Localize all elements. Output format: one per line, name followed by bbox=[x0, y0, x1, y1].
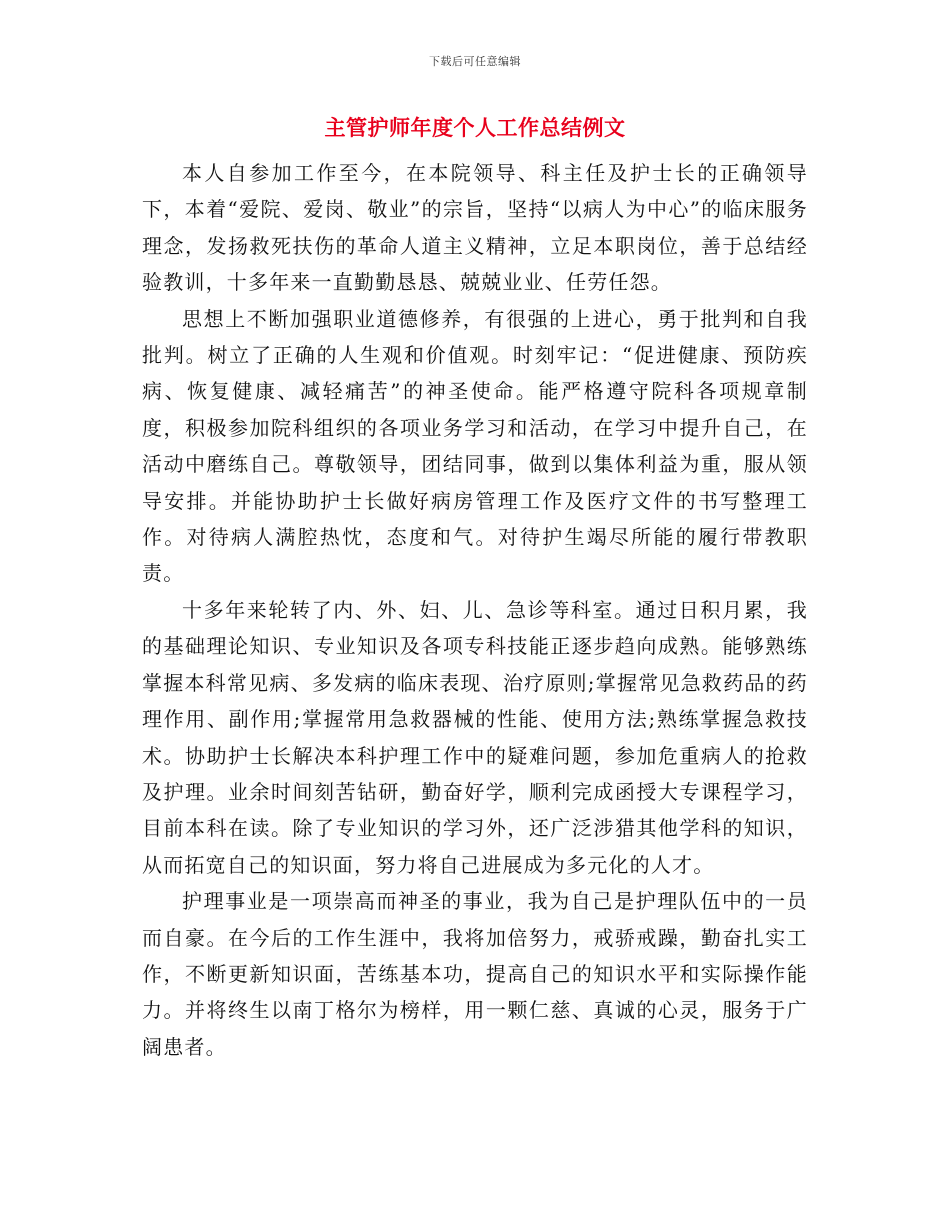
paragraph-3: 十多年来轮转了内、外、妇、儿、急诊等科室。通过日积月累，我的基础理论知识、专业知识及各项专科技能正逐步趋向成熟。能够熟练掌握本科常见病、多发病的临床表现、治疗原则;掌握常见急救药品的药理作用、副作用;掌握常用急救器械的性能、使用方法;熟练掌握急救技术。协助护士长解决本科护理工作中的疑难问题，参加危重病人的抢救及护理。业余时间刻苦钻研，勤奋好学，顺利完成函授大专课程学习，目前本科在读。除了专业知识的学习外，还广泛涉猎其他学科的知识，从而拓宽自己的知识面，努力将自己进展成为多元化的人才。 bbox=[142, 597, 808, 877]
paragraph-4: 护理事业是一项崇高而神圣的事业，我为自己是护理队伍中的一员而自豪。在今后的工作生涯中，我将加倍努力，戒骄戒躁，勤奋扎实工作，不断更新知识面，苦练基本功，提高自己的知识水平和实际操作能力。并将终生以南丁格尔为榜样，用一颗仁慈、真诚的心灵，服务于广阔患者。 bbox=[142, 889, 808, 1059]
header-note: 下载后可任意编辑 bbox=[429, 55, 521, 68]
paragraph-2: 思想上不断加强职业道德修养，有很强的上进心，勇于批判和自我批判。树立了正确的人生观和价值观。时刻牢记：“促进健康、预防疾病、恢复健康、减轻痛苦”的神圣使命。能严格遵守院科各项规章制度，积极参加院科组织的各项业务学习和活动，在学习中提升自己，在活动中磨练自己。尊敬领导，团结同事，做到以集体利益为重，服从领导安排。并能协助护士长做好病房管理工作及医疗文件的书写整理工作。对待病人满腔热忱，态度和气。对待护生竭尽所能的履行带教职责。 bbox=[142, 306, 808, 586]
paragraph-1: 本人自参加工作至今，在本院领导、科主任及护士长的正确领导下，本着“爱院、爱岗、敬业”的宗旨，坚持“以病人为中心”的临床服务理念，发扬救死扶伤的革命人道主义精神，立足本职岗位，善于总结经验教训，十多年来一直勤勤恳恳、兢兢业业、任劳任怨。 bbox=[142, 161, 808, 295]
document-body bbox=[142, 155, 808, 1065]
document-title: 主管护师年度个人工作总结例文 bbox=[324, 115, 626, 140]
